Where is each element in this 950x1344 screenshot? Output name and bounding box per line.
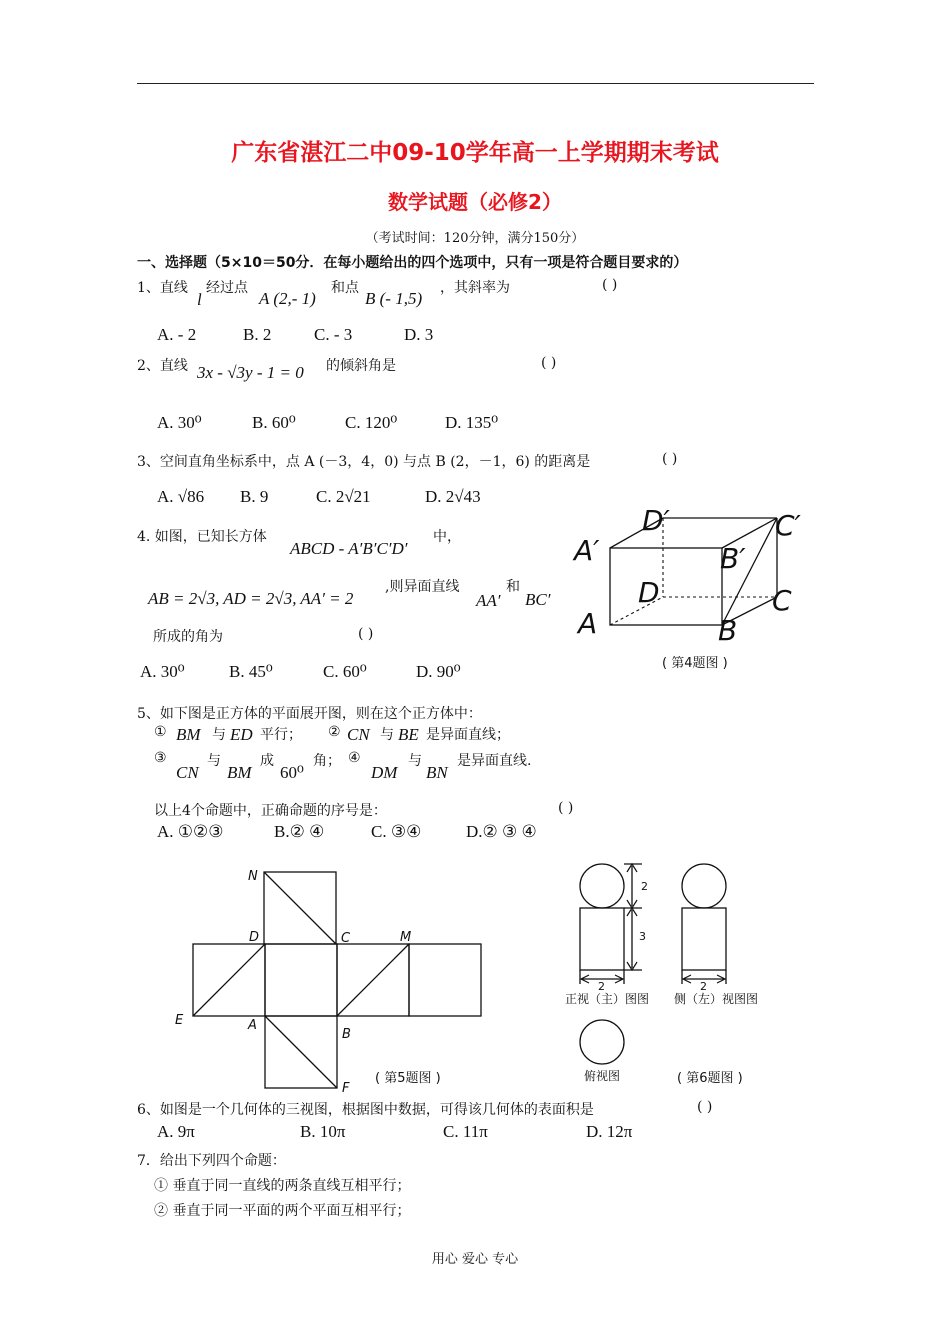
q5-s3-form: 成	[260, 753, 274, 769]
q5-answer-paren: ( )	[558, 800, 574, 816]
net-label-c: C	[341, 931, 351, 946]
label-c: C	[772, 584, 792, 617]
q5-s4-with: 与	[408, 753, 422, 769]
q3-answer-paren: ( )	[662, 451, 678, 467]
dim-width-front: 2	[598, 980, 605, 993]
label-d1: D′	[642, 504, 670, 537]
q5-s1-text: 平行；	[260, 727, 302, 743]
header-rule	[137, 83, 814, 84]
q5-s2-be: BE	[398, 725, 419, 744]
q1-answer-paren: ( )	[602, 277, 618, 293]
net-label-e: E	[175, 1013, 184, 1028]
net-label-m: M	[400, 930, 412, 945]
q5-intro: 5、如下图是正方体的平面展开图，则在这个正方体中：	[137, 706, 482, 722]
label-b1: B′	[720, 542, 746, 575]
q5-s1-bm: BM	[176, 725, 201, 744]
q2-equation: 3x - √3y - 1 = 0	[197, 363, 304, 382]
q4-option-b: B. 45⁰	[229, 662, 273, 681]
q5-s2-cn: CN	[347, 725, 370, 744]
q6-figure-caption: ( 第6题图 )	[677, 1071, 743, 1086]
q7-text: 7．给出下列四个命题：	[137, 1153, 286, 1169]
q6-answer-paren: ( )	[697, 1099, 713, 1115]
page-footer: 用心 爱心 专心	[431, 1252, 519, 1267]
net-label-a: A	[248, 1018, 257, 1033]
label-c1: C′	[775, 509, 801, 542]
q1-option-b: B. 2	[243, 325, 272, 344]
q5-option-c: C. ③④	[371, 822, 422, 841]
page-title: 广东省湛江二中09-10学年高一上学期期末考试	[231, 140, 719, 166]
q4-option-a: A. 30⁰	[140, 662, 185, 681]
q4-line-bc: BC′	[525, 590, 551, 609]
q6-text: 6、如图是一个几何体的三视图，根据图中数据，可得该几何体的表面积是	[137, 1102, 594, 1118]
q4-text1: 中，	[433, 529, 461, 545]
q3-text: 3、空间直角坐标系中，点 A (－3，4，0) 与点 B (2，－1，6) 的距离是	[137, 454, 591, 470]
q2-option-c: C. 120⁰	[345, 413, 398, 432]
q1-point-a: A (2,- 1)	[259, 289, 316, 308]
q2-answer-paren: ( )	[541, 355, 557, 371]
q5-s3-with: 与	[207, 753, 221, 769]
q1-text3: ，其斜率为	[440, 280, 510, 296]
q2-label: 2、直线	[137, 358, 188, 374]
q4-cuboid: ABCD - A′B′C′D′	[290, 539, 408, 558]
q5-s3-angle: 60⁰	[280, 763, 304, 782]
q2-text: 的倾斜角是	[326, 358, 396, 374]
q5-s2-num: ②	[328, 724, 341, 740]
q4-answer-paren: ( )	[358, 626, 374, 642]
section-heading: 一、选择题（5×10＝50分．在每小题给出的四个选项中，只有一项是符合题目要求的）	[137, 255, 688, 271]
q2-option-b: B. 60⁰	[252, 413, 296, 432]
q4-conditions: AB = 2√3, AD = 2√3, AA′ = 2	[148, 589, 354, 608]
q1-option-a: A. - 2	[157, 325, 197, 344]
q5-s2-text: 是异面直线；	[426, 727, 510, 743]
q4-text3: 所成的角为	[153, 629, 223, 645]
q1-text2: 和点	[331, 280, 359, 296]
q6-option-b: B. 10π	[300, 1122, 346, 1141]
label-a1: A′	[574, 534, 600, 567]
q5-s2-with: 与	[380, 727, 394, 743]
q3-option-d: D. 2√43	[425, 487, 481, 506]
q6-option-d: D. 12π	[586, 1122, 633, 1141]
q1-option-d: D. 3	[404, 325, 434, 344]
q1-option-c: C. - 3	[314, 325, 353, 344]
q5-option-a: A. ①②③	[157, 822, 224, 841]
q5-option-b: B.② ④	[274, 822, 325, 841]
net-label-d: D	[249, 930, 260, 945]
q4-and: 和	[506, 579, 520, 595]
dim-sphere: 2	[641, 880, 648, 893]
q5-s1-num: ①	[154, 724, 167, 740]
net-label-n: N	[248, 869, 258, 884]
q6-option-a: A. 9π	[157, 1122, 195, 1141]
q5-s3-cn: CN	[176, 763, 199, 782]
q5-figure-caption: ( 第5题图 )	[375, 1071, 441, 1086]
q6-front-view-label: 正视（主）图图	[565, 992, 650, 1006]
q4-intro: 4. 如图，已知长方体	[137, 529, 267, 545]
label-d: D	[638, 576, 660, 609]
q5-s3-bm: BM	[227, 763, 252, 782]
net-label-b: B	[342, 1027, 351, 1042]
exam-info: （考试时间：120分钟，满分150分）	[365, 231, 585, 246]
page-subtitle: 数学试题（必修2）	[388, 190, 562, 214]
dim-width-side: 2	[700, 980, 707, 993]
q2-option-d: D. 135⁰	[445, 413, 499, 432]
q4-cuboid-figure	[570, 500, 830, 650]
q3-option-c: C. 2√21	[316, 487, 371, 506]
q1-label: 1、直线	[137, 280, 188, 296]
q5-question: 以上4个命题中，正确命题的序号是：	[154, 803, 387, 819]
q4-option-c: C. 60⁰	[323, 662, 367, 681]
q5-s4-text: 是异面直线.	[457, 753, 532, 769]
q5-s4-num: ④	[348, 750, 361, 766]
q5-s4-bn: BN	[426, 763, 448, 782]
q3-option-a: A. √86	[157, 487, 205, 506]
q5-s4-dm: DM	[371, 763, 398, 782]
q6-top-view-label: 俯视图	[584, 1069, 621, 1083]
q5-cube-net-figure	[170, 862, 500, 1097]
q6-option-c: C. 11π	[443, 1122, 488, 1141]
label-b: B	[718, 614, 738, 647]
q1-point-b: B (- 1,5)	[365, 289, 423, 308]
q4-line-aa: AA′	[476, 591, 501, 610]
q6-three-view-figure	[570, 858, 790, 1088]
q1-text1: 经过点	[206, 280, 248, 296]
q5-s1-ed: ED	[230, 725, 253, 744]
q5-s3-num: ③	[154, 750, 167, 766]
q5-s1-with: 与	[212, 727, 226, 743]
q4-text2: ,则异面直线	[385, 579, 460, 595]
label-a: A	[578, 607, 598, 640]
q7-proposition-1: ① 垂直于同一直线的两条直线互相平行；	[154, 1178, 411, 1194]
q1-line-l: l	[197, 290, 202, 309]
q4-option-d: D. 90⁰	[416, 662, 461, 681]
net-label-f: F	[342, 1081, 350, 1096]
q4-figure-caption: ( 第4题图 )	[662, 656, 728, 671]
q5-s3-text: 角；	[313, 753, 341, 769]
dim-height: 3	[639, 930, 646, 943]
q6-side-view-label: 侧（左）视图图	[674, 992, 759, 1006]
q3-option-b: B. 9	[240, 487, 269, 506]
q5-option-d: D.② ③ ④	[466, 822, 537, 841]
q2-option-a: A. 30⁰	[157, 413, 202, 432]
q7-proposition-2: ② 垂直于同一平面的两个平面互相平行；	[154, 1203, 411, 1219]
